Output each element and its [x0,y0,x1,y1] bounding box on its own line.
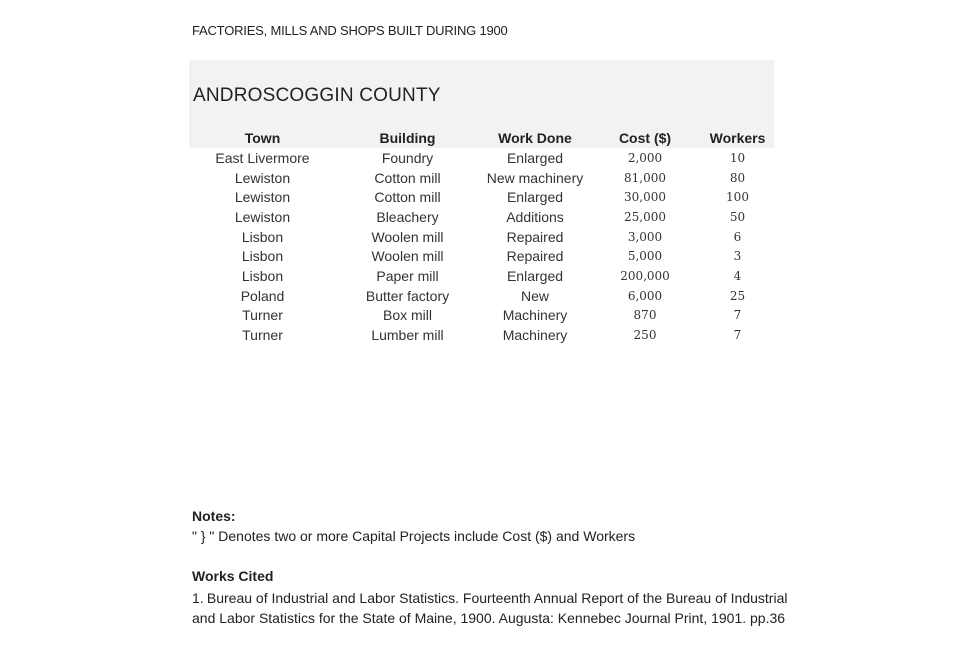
cell-town: East Livermore [215,149,310,166]
factories-table [190,128,775,345]
cell-cost: 81,000 [624,170,666,185]
cell-cost: 30,000 [624,190,666,205]
cell-town: Lewiston [234,169,291,186]
table-row [190,148,775,168]
citation-text: Bureau of Industrial and Labor Statistics. Fourteenth Annual Report of the Bureau of Industrial and Labor Statistics for the State of Maine, 1900. Augusta: Kennebec Journal Print, 1901. pp.36 [192,590,788,626]
cell-building: Paper mill [376,267,439,284]
cell-town: Lisbon [241,228,284,245]
cell-work-done: Machinery [502,327,568,344]
cell-workers: 80 [729,170,746,185]
cell-building: Woolen mill [371,228,444,245]
cell-work-done: New machinery [486,169,584,186]
document-title: FACTORIES, MILLS AND SHOPS BUILT DURING 1900 [192,23,508,38]
cell-cost: 25,000 [624,209,666,224]
cell-building: Box mill [382,307,432,324]
cell-building: Butter factory [365,287,450,304]
cell-workers: 6 [733,229,742,244]
cell-building: Woolen mill [371,248,444,265]
cell-building: Foundry [381,149,434,166]
cell-town: Poland [240,287,285,304]
cell-cost: 200,000 [620,268,670,283]
cell-work-done: Repaired [506,248,564,265]
cell-town: Lisbon [241,248,284,265]
cell-workers: 3 [733,249,742,264]
cell-workers: 7 [733,308,742,323]
table-row [190,207,775,227]
works-cited-item [192,588,792,628]
table-row [190,325,775,345]
cell-work-done: Additions [506,208,564,225]
header-town: Town [244,130,281,146]
cell-town: Lisbon [241,267,284,284]
cell-building: Cotton mill [374,169,441,186]
cell-work-done: New [520,287,549,304]
notes-text: " } " Denotes two or more Capital Projects include Cost ($) and Workers [192,528,636,544]
cell-cost: 870 [633,308,657,323]
table-row [190,306,775,326]
cell-town: Turner [242,327,283,344]
cell-cost: 250 [633,328,657,343]
table-row [190,168,775,188]
cell-workers: 4 [733,268,742,283]
cell-town: Lewiston [234,208,291,225]
cell-workers: 50 [729,209,746,224]
citation-number: 1. [192,590,204,606]
table-row [190,187,775,207]
notes-heading: Notes: [192,508,236,524]
header-building: Building [379,130,436,146]
table-header-row [190,128,775,148]
table-row [190,246,775,266]
header-work-done: Work Done [498,130,572,146]
table-row [190,286,775,306]
works-cited-heading: Works Cited [192,568,274,584]
header-workers: Workers [709,130,766,146]
cell-work-done: Enlarged [506,149,564,166]
table-row [190,266,775,286]
header-cost: Cost ($) [618,130,672,146]
cell-cost: 5,000 [627,249,663,264]
cell-cost: 3,000 [627,229,663,244]
cell-work-done: Enlarged [506,267,564,284]
cell-workers: 10 [729,150,746,165]
county-title: ANDROSCOGGIN COUNTY [193,85,441,106]
cell-work-done: Repaired [506,228,564,245]
cell-building: Lumber mill [371,327,444,344]
cell-building: Cotton mill [374,189,441,206]
cell-work-done: Enlarged [506,189,564,206]
cell-building: Bleachery [376,208,439,225]
cell-town: Turner [242,307,283,324]
cell-workers: 100 [726,190,749,205]
cell-workers: 7 [733,328,742,343]
cell-work-done: Machinery [502,307,568,324]
table-row [190,227,775,247]
cell-cost: 6,000 [627,288,663,303]
cell-cost: 2,000 [627,150,663,165]
cell-workers: 25 [729,288,746,303]
cell-town: Lewiston [234,189,291,206]
